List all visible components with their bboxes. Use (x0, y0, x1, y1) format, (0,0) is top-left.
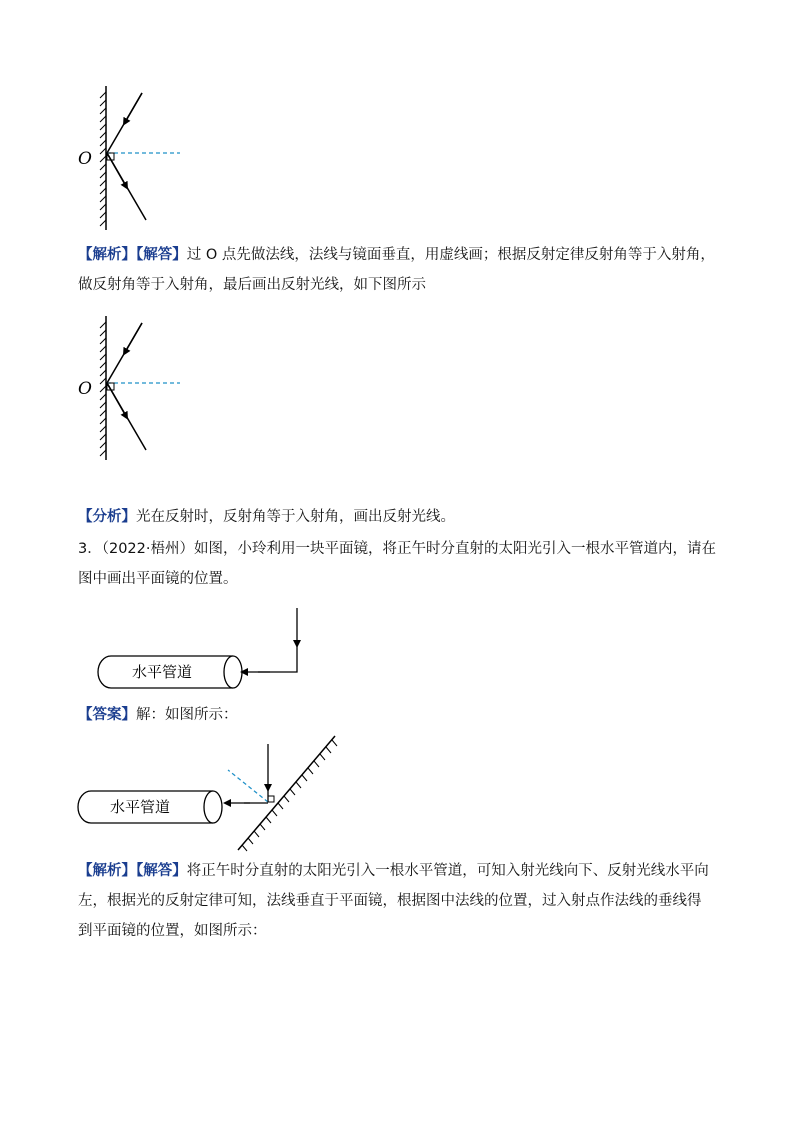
mirror (100, 86, 106, 230)
question-3-line2: 图中画出平面镜的位置。 (78, 571, 238, 587)
reflected-ray-arrow (107, 153, 127, 188)
solution-tag: 【解答】 (136, 863, 187, 879)
analysis-solution-paragraph (78, 240, 728, 300)
incident-ray-arrow (124, 323, 142, 354)
right-angle-mark (268, 796, 274, 802)
reflection-figure-2 (70, 310, 200, 470)
answer-tag: 【答案】 (78, 707, 136, 723)
analysis-fenxi-paragraph (78, 502, 728, 532)
pipe-opening (204, 791, 222, 823)
question-3 (78, 534, 728, 594)
solution-tag: 【解答】 (136, 247, 187, 263)
plane-mirror (238, 736, 337, 851)
incident-ray-arrow (124, 93, 142, 124)
pipe-label: 水平管道 (110, 798, 171, 816)
mirror (100, 316, 106, 460)
light-path (258, 640, 297, 672)
analysis-text-line1: 过 O 点先做法线，法线与镜面垂直，用虚线画；根据反射定律反射角等于入射角， (186, 247, 715, 263)
analysis-3-line1: 将正午时分直射的太阳光引入一根水平管道，可知入射光线向下、反射光线水平向 (186, 863, 709, 879)
pipe-figure-answer (70, 730, 350, 860)
fenxi-text: 光在反射时，反射角等于入射角，画出反射光线。 (136, 509, 455, 525)
answer-text: 解：如图所示： (136, 707, 238, 723)
pipe-label: 水平管道 (132, 663, 193, 681)
analysis-tag: 【解析】 (78, 247, 136, 263)
reflection-figure-1 (70, 80, 200, 240)
point-o-label: O (78, 379, 92, 399)
answer-paragraph (78, 700, 728, 730)
analysis-3-line2: 左，根据光的反射定律可知，法线垂直于平面镜，根据图中法线的位置，过入射点作法线的垂线得 (78, 893, 702, 909)
analysis-text-line2: 做反射角等于入射角，最后画出反射光线，如下图所示 (78, 277, 426, 293)
analysis-3-line3: 到平面镜的位置，如图所示： (78, 923, 267, 939)
normal-line (228, 770, 268, 802)
pipe-figure-question (90, 600, 320, 700)
fenxi-tag: 【分析】 (78, 509, 136, 525)
question-3-line1: 3．（2022·梧州）如图，小玲利用一块平面镜，将正午时分直射的太阳光引入一根水平管道内，请在 (78, 541, 716, 557)
analysis-tag: 【解析】 (78, 863, 136, 879)
point-o-label: O (78, 149, 92, 169)
reflected-ray-arrow (107, 383, 127, 418)
analysis-3-paragraph (78, 856, 728, 946)
pipe-opening (224, 656, 242, 688)
